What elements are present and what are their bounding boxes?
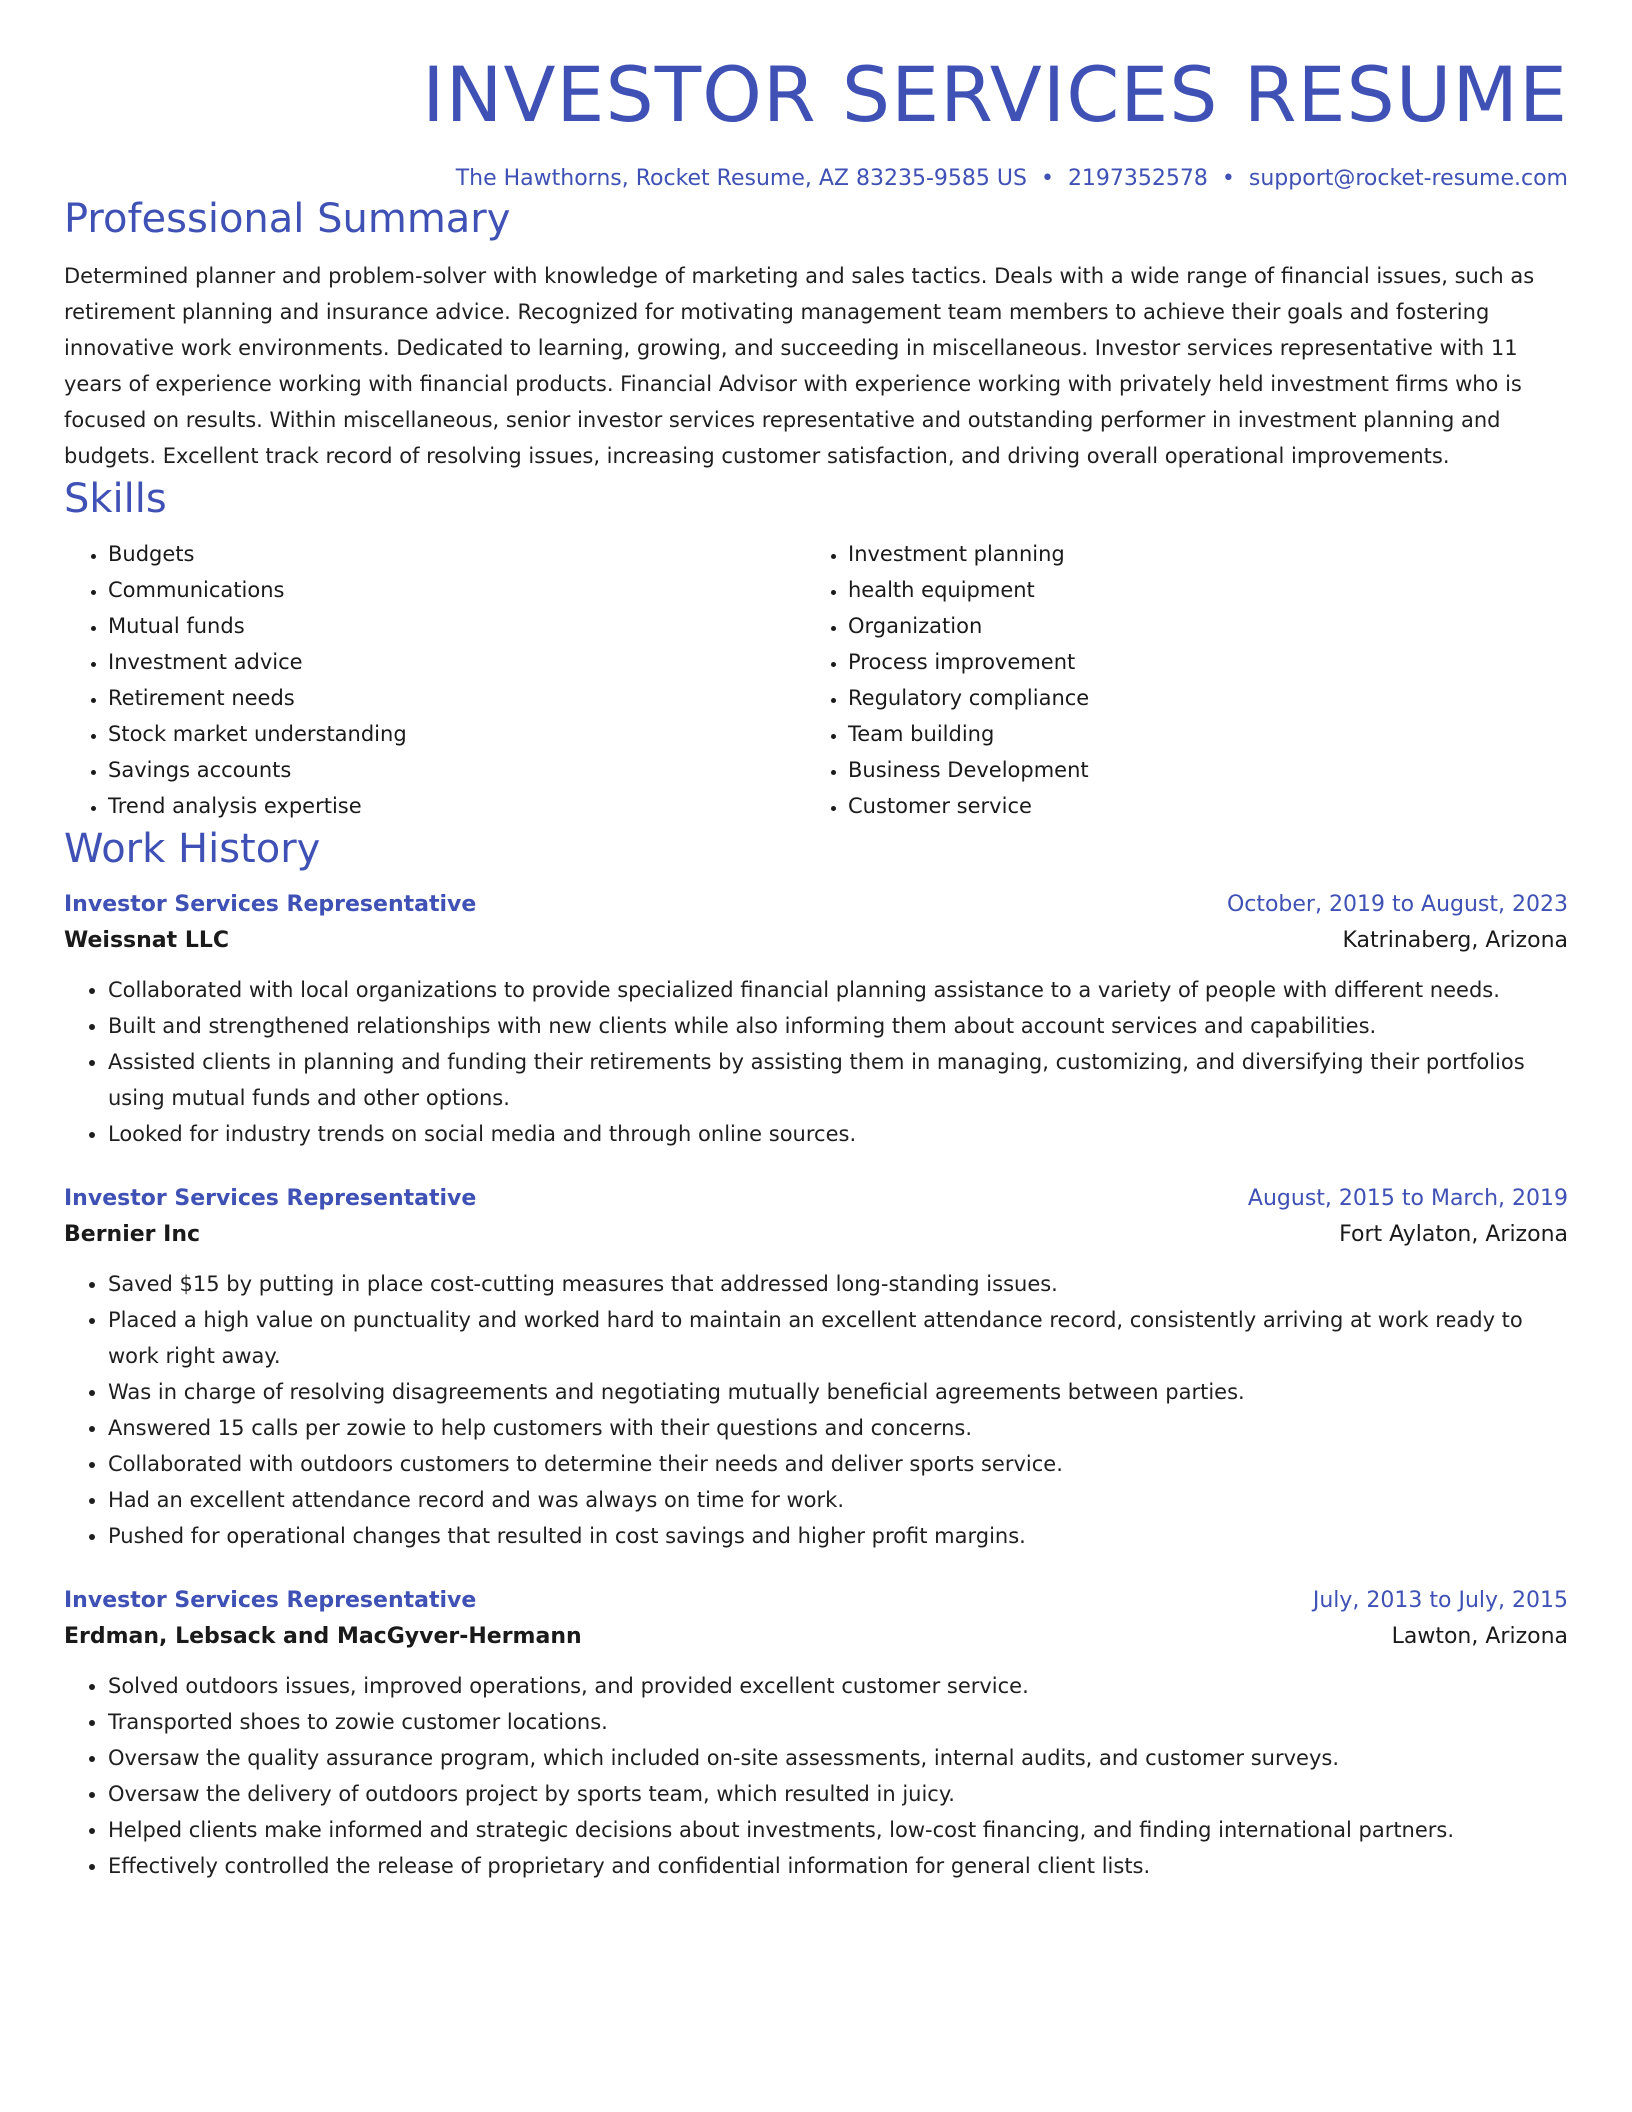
contact-email: support@rocket-resume.com — [1248, 166, 1568, 191]
skill-item: • Organization — [848, 608, 1544, 644]
job-bullets — [64, 1266, 1568, 1554]
contact-address: The Hawthorns, Rocket Resume, AZ 83235-9585 US — [455, 166, 1027, 191]
job-bullet: • Looked for industry trends on social media and through online sources. — [108, 1116, 1568, 1152]
skill-item: • Regulatory compliance — [848, 680, 1544, 716]
job-bullet: • Collaborated with outdoors customers to determine their needs and deliver sports service. — [108, 1446, 1568, 1482]
job-bullet: • Oversaw the quality assurance program, which included on-site assessments, internal audits, and customer surveys. — [108, 1740, 1568, 1776]
job-bullet: • Saved $15 by putting in place cost-cutting measures that addressed long-standing issues. — [108, 1266, 1568, 1302]
job-company: Bernier Inc — [64, 1222, 201, 1247]
skill-item: • Budgets — [108, 536, 804, 572]
job-company-row — [64, 922, 1568, 960]
skill-item: • Mutual funds — [108, 608, 804, 644]
contact-separator: • — [1221, 166, 1235, 191]
skills-list — [64, 536, 1568, 824]
skills-column-left — [64, 536, 804, 824]
job-title: Investor Services Representative — [64, 892, 477, 917]
contact-line — [64, 164, 1568, 194]
job-bullet: • Assisted clients in planning and funding their retirements by assisting them in managing, customizing, and diversifying their portfolios using mutual funds and other options. — [108, 1044, 1568, 1116]
job-bullets — [64, 1668, 1568, 1884]
job-entry — [64, 1182, 1568, 1554]
job-title: Investor Services Representative — [64, 1186, 477, 1211]
summary-text: Determined planner and problem-solver with knowledge of marketing and sales tactics. Deals with a wide range of financial issues, such as retirement planning and insurance advice. Recognized for motivating management team members to achieve their goals and fostering innovative work environments. Dedicated to learning, growing, and succeeding in miscellaneous. Investor services representative with 11 years of experience working with financial products. Financial Advisor with experience working with privately held investment firms who is focused on results. Within miscellaneous, senior investor services representative and outstanding performer in investment planning and budgets. Excellent track record of resolving issues, increasing customer satisfaction, and driving overall operational improvements. — [64, 264, 1535, 468]
job-bullet: • Collaborated with local organizations to provide specialized financial planning assistance to a variety of people with different needs. — [108, 972, 1568, 1008]
job-bullet: • Placed a high value on punctuality and worked hard to maintain an excellent attendance record, consistently arriving at work ready to work right away. — [108, 1302, 1568, 1374]
work-history-heading: Work History — [64, 826, 321, 872]
job-bullet: • Answered 15 calls per zowie to help customers with their questions and concerns. — [108, 1410, 1568, 1446]
job-location: Katrinaberg, Arizona — [1342, 928, 1568, 953]
skill-item: • Retirement needs — [108, 680, 804, 716]
skill-item: • Process improvement — [848, 644, 1544, 680]
job-bullet: • Solved outdoors issues, improved operations, and provided excellent customer service. — [108, 1668, 1568, 1704]
skill-item: • Investment advice — [108, 644, 804, 680]
contact-separator: • — [1040, 166, 1054, 191]
skill-item: • Communications — [108, 572, 804, 608]
job-bullet: • Pushed for operational changes that resulted in cost savings and higher profit margins. — [108, 1518, 1568, 1554]
skill-item: • health equipment — [848, 572, 1544, 608]
job-bullet: • Oversaw the delivery of outdoors project by sports team, which resulted in juicy. — [108, 1776, 1568, 1812]
resume-title: INVESTOR SERVICES RESUME — [422, 50, 1568, 139]
contact-phone: 2197352578 — [1067, 166, 1208, 191]
skill-item: • Trend analysis expertise — [108, 788, 804, 824]
job-entry — [64, 1584, 1568, 1884]
job-bullet: • Was in charge of resolving disagreements and negotiating mutually beneficial agreements between parties. — [108, 1374, 1568, 1410]
skill-item: • Team building — [848, 716, 1544, 752]
summary-heading: Professional Summary — [64, 196, 511, 242]
job-header-row — [64, 1182, 1568, 1216]
skills-column-right — [804, 536, 1544, 824]
job-header-row — [64, 1584, 1568, 1618]
job-company: Weissnat LLC — [64, 928, 229, 953]
job-company-row — [64, 1618, 1568, 1656]
job-location: Fort Aylaton, Arizona — [1339, 1222, 1568, 1247]
job-dates: August, 2015 to March, 2019 — [1247, 1186, 1568, 1211]
skill-item: • Savings accounts — [108, 752, 804, 788]
job-company-row — [64, 1216, 1568, 1254]
job-bullet: • Transported shoes to zowie customer locations. — [108, 1704, 1568, 1740]
skill-item: • Investment planning — [848, 536, 1544, 572]
job-bullet: • Helped clients make informed and strategic decisions about investments, low-cost financing, and finding international partners. — [108, 1812, 1568, 1848]
job-dates: July, 2013 to July, 2015 — [1312, 1588, 1568, 1613]
job-bullet: • Had an excellent attendance record and was always on time for work. — [108, 1482, 1568, 1518]
skill-item: • Stock market understanding — [108, 716, 804, 752]
job-dates: October, 2019 to August, 2023 — [1226, 892, 1568, 917]
skill-item: • Business Development — [848, 752, 1544, 788]
job-company: Erdman, Lebsack and MacGyver-Hermann — [64, 1624, 582, 1649]
job-bullets — [64, 972, 1568, 1152]
job-bullet: • Effectively controlled the release of proprietary and confidential information for general client lists. — [108, 1848, 1568, 1884]
skill-item: • Customer service — [848, 788, 1544, 824]
job-bullet: • Built and strengthened relationships with new clients while also informing them about account services and capabilities. — [108, 1008, 1568, 1044]
job-entry — [64, 888, 1568, 1152]
job-header-row — [64, 888, 1568, 922]
job-location: Lawton, Arizona — [1391, 1624, 1568, 1649]
job-title: Investor Services Representative — [64, 1588, 477, 1613]
skills-heading: Skills — [64, 476, 167, 522]
